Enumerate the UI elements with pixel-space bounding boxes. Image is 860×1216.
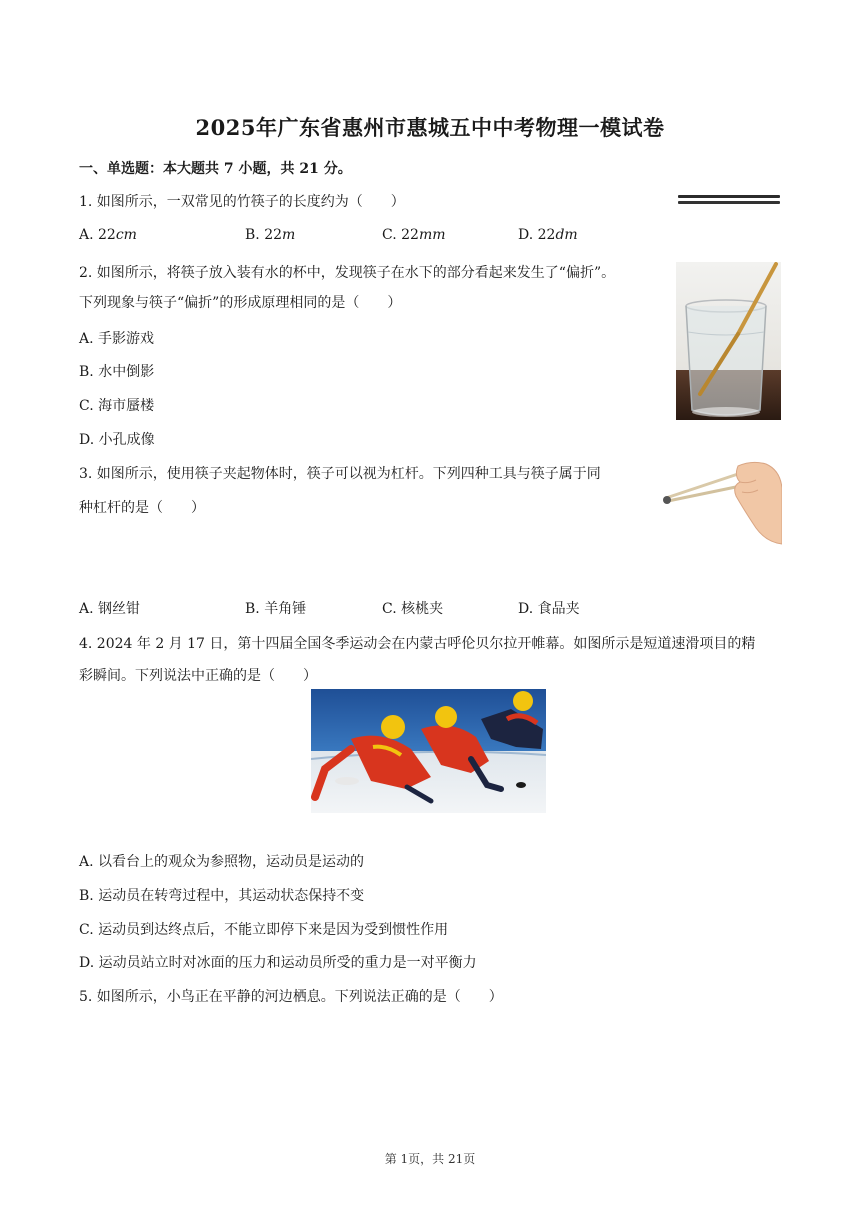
question-1-option-a[interactable]: A. 22cm <box>79 227 137 243</box>
question-2-option-d[interactable]: D. 小孔成像 <box>79 432 155 448</box>
hand-holding-chopsticks-figure <box>656 458 782 546</box>
question-1-option-b[interactable]: B. 22m <box>245 227 296 243</box>
question-4-option-a[interactable]: A. 以看台上的观众为参照物，运动员是运动的 <box>79 854 365 870</box>
question-1-stem: 1. 如图所示，一双常见的竹筷子的长度约为（ ） <box>79 194 405 210</box>
question-4-stem-line-1: 4. 2024 年 2 月 17 日，第十四届全国冬季运动会在内蒙古呼伦贝尔拉开帷幕。如图所示是短道速滑项目的精 <box>79 636 756 652</box>
page-title: 2025年广东省惠州市惠城五中中考物理一模试卷 <box>195 115 665 140</box>
speed-skating-photo <box>311 689 546 813</box>
question-3-stem-line-1: 3. 如图所示，使用筷子夹起物体时，筷子可以视为杠杆。下列四种工具与筷子属于同 <box>79 466 601 482</box>
question-4-option-b[interactable]: B. 运动员在转弯过程中，其运动状态保持不变 <box>79 888 365 904</box>
question-2-option-c[interactable]: C. 海市蜃楼 <box>79 398 155 414</box>
question-3-option-a[interactable]: A. 钢丝钳 <box>79 601 141 617</box>
question-2-option-b[interactable]: B. 水中倒影 <box>79 364 155 380</box>
question-4-stem-line-2: 彩瞬间。下列说法中正确的是（ ） <box>79 668 317 684</box>
question-4-option-d[interactable]: D. 运动员站立时对冰面的压力和运动员所受的重力是一对平衡力 <box>79 955 477 971</box>
question-2-option-a[interactable]: A. 手影游戏 <box>79 331 155 347</box>
page-footer: 第 1页，共 21页 <box>384 1152 476 1166</box>
question-4-option-c[interactable]: C. 运动员到达终点后，不能立即停下来是因为受到惯性作用 <box>79 922 449 938</box>
question-1-option-d[interactable]: D. 22dm <box>518 227 578 243</box>
question-5-stem: 5. 如图所示，小鸟正在平静的河边栖息。下列说法正确的是（ ） <box>79 989 503 1005</box>
question-1-option-c[interactable]: C. 22mm <box>382 227 446 243</box>
question-3-option-c[interactable]: C. 核桃夹 <box>382 601 444 617</box>
chopsticks-figure <box>676 192 781 208</box>
section-heading: 一、单选题：本大题共 7 小题，共 21 分。 <box>79 161 352 177</box>
question-3-stem-line-2: 种杠杆的是（ ） <box>79 500 205 516</box>
question-2-stem-line-2: 下列现象与筷子“偏折”的形成原理相同的是（ ） <box>79 295 402 311</box>
question-3-option-b[interactable]: B. 羊角锤 <box>245 601 307 617</box>
question-2-stem-line-1: 2. 如图所示，将筷子放入装有水的杯中，发现筷子在水下的部分看起来发生了“偏折”。 <box>79 265 616 281</box>
question-3-option-d[interactable]: D. 食品夹 <box>518 601 580 617</box>
chopstick-in-water-figure <box>676 262 781 420</box>
